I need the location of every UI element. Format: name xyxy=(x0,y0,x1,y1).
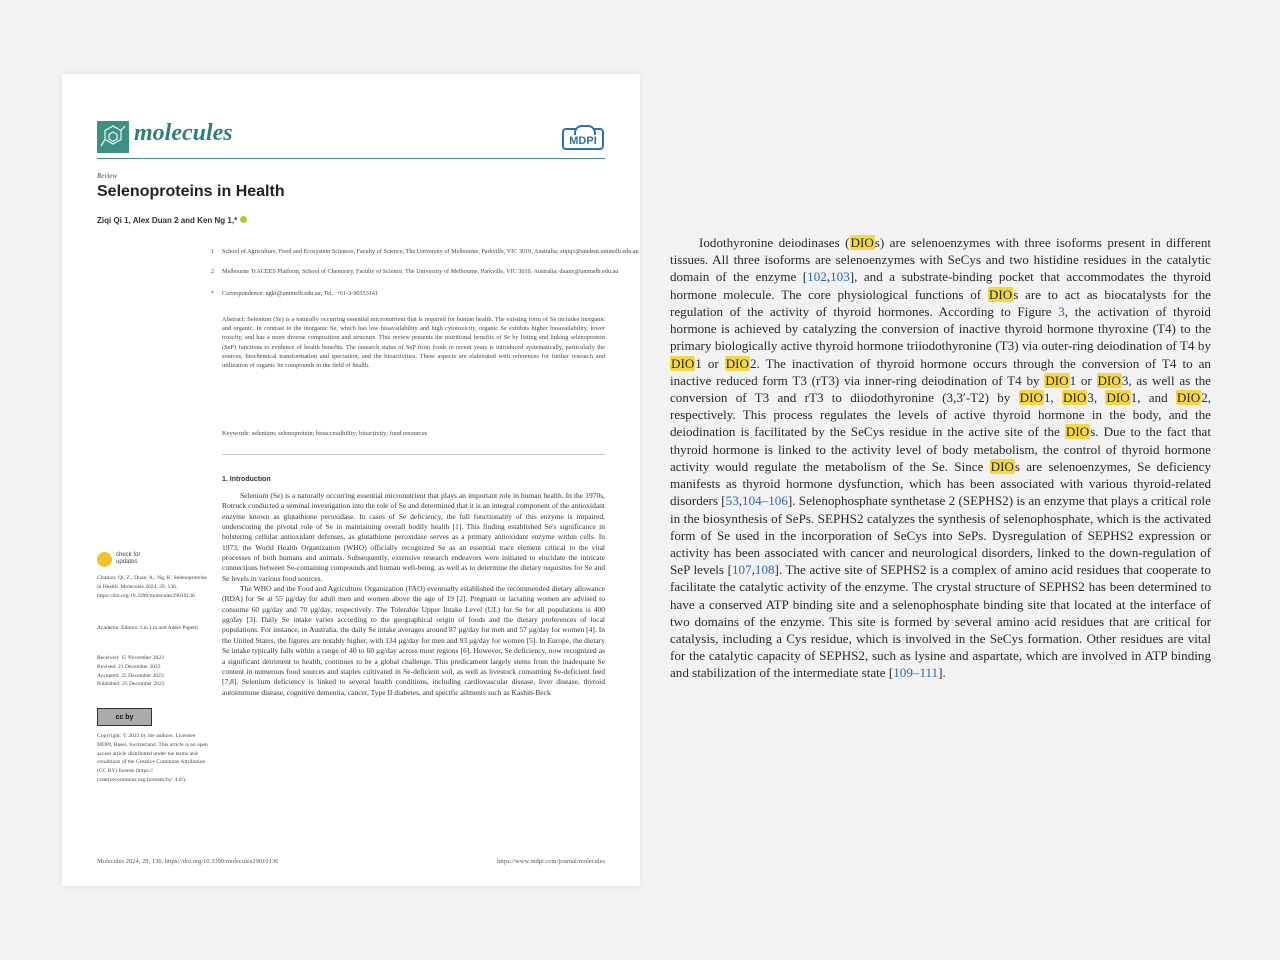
affiliation-text: Melbourne TrACEES Platform, School of Chemistry, Faculty of Science, The University of Melbourne, Parkville, VIC 3010, Australia; duanx@unimelb.edu.au xyxy=(222,268,619,275)
text-run: 2. The inactivation of thyroid hormone occurs through the conversion of T4 to an inactive reduced form T3 (rT3) via inner-ring deiodination of T4 by xyxy=(670,355,1211,388)
text-run: s are to act as biocatalysts for the regulation of the activity of thyroid hormones. According to Figure xyxy=(670,286,1211,319)
paragraph: Selenium (Se) is a naturally occurring essential micronutrient that plays an important role in human health. In the 1970s, Rotruck conducted a seminal investigation into the role of Se and determined that it is an integral component of the antioxidant enzyme known as glutathione peroxidase. In cases of Se deficiency, the full functionality of this enzyme is impaired, underscoring the pivotal role of Se in maintaining overall bodily health [1]. This finding established Se's significance in bolstering cellular antioxidant defenses, as glutathione peroxidase serves as a primary antioxidant enzyme within cells. In 1973, the World Health Organization (WHO) officially recognized Se as an essential trace element critical to the vital processes of both humans and animals. Subsequently, extensive research endeavors were initiated to elucidate the intricate connections between Se-containing compounds and human well-being, as well as to determine the dietary requisites for Se and Se levels in various food sources. xyxy=(222,491,605,583)
affiliation-1 xyxy=(211,248,642,257)
check-updates-icon[interactable] xyxy=(97,552,112,567)
reference-link[interactable]: 102 xyxy=(807,269,827,285)
academic-editors: Academic Editors: Lin Lin and Adele Papetti xyxy=(97,625,198,631)
highlighted-term: DIO xyxy=(1019,389,1043,405)
text-run: , xyxy=(738,493,743,509)
excerpt-text xyxy=(670,234,1211,682)
affiliation-2 xyxy=(211,268,642,277)
highlighted-term: DIO xyxy=(1176,389,1201,405)
affiliation-number: 1 xyxy=(211,248,215,255)
reference-link[interactable]: 3 xyxy=(1058,303,1065,319)
text-run: 1, and xyxy=(1130,389,1176,405)
date-revised: Revised: 21 December 2023 xyxy=(97,663,161,670)
highlighted-term: DIO xyxy=(725,355,749,371)
copyright: Copyright: © 2023 by the authors. Licensee MDPI, Basel, Switzerland. This article is an open access article distributed under the terms and conditions of the Creative Commons Attribution (CC BY) license (https:// creativecommons.org/licenses/by/ 4.0/). xyxy=(97,733,208,783)
journal-name: molecules xyxy=(134,120,233,146)
article-title: Selenoproteins in Health xyxy=(97,183,285,200)
text-run: 3, xyxy=(1087,389,1106,405)
journal-logo-icon xyxy=(97,121,129,153)
text-run: 1, xyxy=(1043,389,1062,405)
date-received: Received: 15 November 2023 xyxy=(97,655,164,661)
reference-link[interactable]: 108 xyxy=(754,562,775,578)
section-heading: 1. Introduction xyxy=(222,476,271,483)
cc-license-badge[interactable]: cc by xyxy=(97,708,152,726)
orcid-icon[interactable] xyxy=(240,216,247,223)
excerpt-paragraph xyxy=(670,234,1211,682)
check-updates-label[interactable]: check for updates xyxy=(116,552,141,565)
abstract: Abstract: Selenium (Se) is a naturally occurring essential micronutrient that is required for human health. The existing form of Se includes inorganic and organic. In contrast to the inorganic Se, which has low bioavailability and high cytotoxicity, organic Se exhibits higher bioavailability, lower toxicity, and has a more diverse composition and structure. This review presents the nutritional benefits of Se by listing and linking selenoprotein (SeP) functions to evidence of health benefits. The research status of SeP from foods in recent years is introduced systematically, particularly the sources, biochemical transformation and speciation, and the bioactivities. These aspects are elaborated with references for further research and utilization of organic Se compounds in the field of health. xyxy=(222,316,605,370)
reference-link[interactable]: 109–111 xyxy=(893,665,939,681)
paragraph: The WHO and the Food and Agriculture Organization (FAO) eventually established the recommended dietary allowance (RDA) for Se at 55 μg/day for adult men and women above the age of 19 [2]. Pregnant or lactating women are advised to consume 60 μg/day and 70 μg/day, respectively. The Tolerable Upper Intake Level (UL) for Se for all populations is 400 μg/day [3]. Daily Se intake varies according to the geographical origin of foods and the dietary preferences of local populations. For instance, in Australia, the daily Se intake averages around 87 μg/day for men and 57 μg/day for women [4]. In the United States, the figures are notably higher, with 134 μg/day for men and 93 μg/day for women [5]. In Europe, the dietary Se intake typically falls within a range of 40 to 60 μg/day across most regions [6]. However, Se deficiency, now recognized as a significant detriment to health, continues to be a global challenge. This predicament largely stems from the inadequate Se content in numerous food sources and staples cultivated in Se-deficient soil, as well as livestock consuming Se-deficient feed [7,8]. Selenium deficiency is linked to several health conditions, including cardiovascular disease, liver disease, thyroid autoimmune disease, cognitive dementia, cancer, Type II diabetes, and specific ailments such as Kashin-Beck xyxy=(222,584,605,697)
text-run: s. Due to the fact that thyroid hormone is linked to the activity level of body metabolism, the control of thyroid hormone activity would regulate the metabolism of the Se. Since xyxy=(670,424,1211,474)
text-run: ], and a substrate-binding pocket that accommodates the thyroid hormone molecule. The core physiological functions of xyxy=(670,269,1211,302)
footer-citation: Molecules 2024, 29, 136. https://doi.org/10.3390/molecules29010136 xyxy=(97,858,279,865)
highlighted-term: DIO xyxy=(1065,424,1090,440)
text-run: 1 or xyxy=(1069,372,1097,388)
divider xyxy=(222,454,605,455)
text-run: Iodothyronine deiodinases ( xyxy=(699,235,850,250)
affiliation-number: * xyxy=(211,290,215,297)
highlighted-term: DIO xyxy=(671,355,695,371)
mdpi-logo: MDPI xyxy=(562,128,604,150)
affiliation-text: School of Agriculture, Food and Ecosystem Sciences, Faculty of Science, The University of Melbourne, Parkville, VIC 3010, Australia; ziqiq1@student.unimelb.edu.au xyxy=(222,248,639,255)
highlighted-term: DIO xyxy=(1063,389,1087,405)
text-run: s are selenoenzymes, Se deficiency manifests as thyroid hormone dysfunction, which has been associated with various thyroid-related disorders [ xyxy=(670,458,1211,509)
text-run: 1 or xyxy=(695,355,725,371)
reference-link[interactable]: 53 xyxy=(725,493,739,509)
date-accepted: Accepted: 22 December 2023 xyxy=(97,672,164,679)
text-run: ]. The active site of SEPHS2 is a complex of amino acid residues that cooperate to facilitate the catalytic activity of the enzyme. The crystal structure of SEPHS2 has been determined to have a conserved ATP binding site and a selenophosphate binding site that located at the interface of two domains of the enzyme. This site is formed by several amino acid residues that are critical for catalysis, including a Cys residue, which is involved in the SeCys formation. Other residues are vital for the catalytic capacity of SEPHS2, such as lysine and aspartate, which are involved in ATP binding and stabilization of the intermediate state [ xyxy=(670,562,1211,681)
article-page xyxy=(62,74,640,886)
highlighted-term: DIO xyxy=(1097,372,1121,388)
authors xyxy=(97,216,247,225)
text-run: , the activation of thyroid hormone is achieved by catalyzing the conversion of inactive thyroid hormone thyroxine (T4) to the primary biologically active thyroid hormone triiodothyronine (T3) via outer-ring deiodination of T4 by xyxy=(670,303,1211,354)
text-run: , xyxy=(826,269,831,285)
affiliation-text: Correspondence: ngkf@unimelb.edu.au; Tel.: +61-3-90353141 xyxy=(222,290,379,297)
text-run: ]. xyxy=(938,665,946,681)
highlighted-term: DIO xyxy=(1045,372,1069,388)
reference-link[interactable]: 103 xyxy=(830,269,850,285)
correspondence xyxy=(211,290,642,299)
citation: Citation: Qi, Z.; Duan, A.; Ng, K. Selenoproteins in Health. Molecules 2024, 29, 136. https://doi.org/10.3390/molecules29010136 xyxy=(97,575,207,599)
header-rule xyxy=(97,158,605,159)
keywords: Keywords: selenium; selenoprotein; bioaccessibility; bioactivity; food resources xyxy=(222,430,428,437)
highlighted-term: DIO xyxy=(990,458,1014,474)
text-run: s) are selenoenzymes with three isoforms present in different tissues. All three isoforms are selenoenzymes with SeCys and two histidine residues in the catalytic domain of the enzyme [ xyxy=(670,235,1212,285)
intro-text xyxy=(222,491,605,698)
dates xyxy=(97,654,212,689)
date-published: Published: 25 December 2023 xyxy=(97,681,165,688)
reference-link[interactable]: 104–106 xyxy=(742,493,788,509)
text-run: , xyxy=(751,562,755,578)
footer-url[interactable]: https://www.mdpi.com/journal/molecules xyxy=(497,858,605,865)
text-run: ]. Selenophosphate synthetase 2 (SEPHS2) is an enzyme that plays a critical role in the biosynthesis of SePs. SEPHS2 catalyzes the synthesis of selenophosphate, which is the activated form of Se used in the incorporation of SeCys into SePs. Dysregulation of SEPHS2 expression or activity has been associated with cancer and neurological disorders, linked to the down-regulation of SeP levels [ xyxy=(670,493,1211,578)
affiliation-number: 2 xyxy=(211,268,215,275)
highlighted-term: DIO xyxy=(988,286,1013,302)
highlighted-term: DIO xyxy=(1106,389,1130,405)
text-run: 3, as well as the conversion of T3 and rT3 to diiodothyronine (3,3′-T2) by xyxy=(670,372,1211,405)
reference-link[interactable]: 107 xyxy=(731,562,752,578)
author-list: Ziqi Qi 1, Alex Duan 2 and Ken Ng 1,* xyxy=(97,216,238,225)
article-type: Review xyxy=(97,172,118,180)
text-run: 2, respectively. This process regulates the levels of active thyroid hormone in the body, and the deiodination is facilitated by the SeCys residue in the active site of the xyxy=(670,389,1212,440)
highlighted-term: DIO xyxy=(850,235,874,250)
